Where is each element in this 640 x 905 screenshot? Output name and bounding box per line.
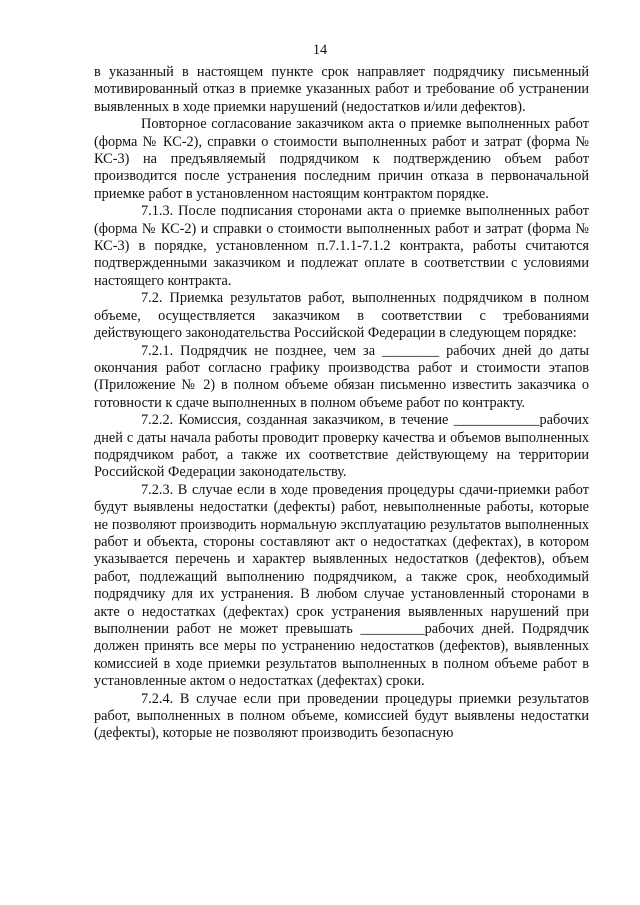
page-number: 14 bbox=[312, 42, 328, 58]
paragraph-7-1-3: 7.1.3. После подписания сторонами акта о приемке выполненных работ (форма № КС-2) и справки о стоимости выполненных работ и затрат (форма № КС-3) в порядке, установленном п.7.1.1-7.1.2 контракта, работы считаются подтвержденными заказчиком и подлежат оплате в соответствии с условиями настоящего контракта. bbox=[94, 203, 589, 289]
paragraph-7-2: 7.2. Приемка результатов работ, выполненных подрядчиком в полном объеме, осуществляется заказчиком в соответствии с требованиями действующего законодательства Российской Федерации в следующем порядке: bbox=[94, 290, 589, 342]
paragraph-7-2-2: 7.2.2. Комиссия, созданная заказчиком, в течение ____________рабочих дней с даты начала работы проводит проверку качества и объемов выполненных подрядчиком работ, а также их соответствие действующему на территории Российской Федерации законодательству. bbox=[94, 412, 589, 481]
paragraph-7-2-1: 7.2.1. Подрядчик не позднее, чем за ________ рабочих дней до даты окончания работ согласно графику производства работ и стоимости этапов (Приложение № 2) в полном объеме обязан письменно известить заказчика о готовности к сдаче выполненных в полном объеме работ по контракту. bbox=[94, 342, 589, 411]
document-body bbox=[94, 64, 589, 743]
paragraph-7-2-4: 7.2.4. В случае если при проведении процедуры приемки результатов работ, выполненных в полном объеме, комиссией будут выявлены недостатки (дефекты), которые не позволяют производить безопасную bbox=[94, 690, 589, 742]
paragraph-continuation: в указанный в настоящем пункте срок направляет подрядчику письменный мотивированный отказ в приемке указанных работ и требование об устранении выявленных в ходе приемки нарушений (недостатков и/или дефектов). bbox=[94, 64, 589, 115]
paragraph-7-2-3: 7.2.3. В случае если в ходе проведения процедуры сдачи-приемки работ будут выявлены недостатки (дефекты) работ, невыполненные работы, которые не позволяют производить нормальную эксплуатацию результатов выполненных работ и объекта, стороны составляют акт о недостатках (дефектах), в котором указывается перечень и характер выявленных недостатков (дефектов), объем работ, подлежащий выполнению подрядчиком, а также срок, необходимый подрядчику для их устранения. В любом случае установленный сторонами в акте о недостатках (дефектах) срок устранения выявленных нарушений при выполнении работ не может превышать _________рабочих дней. Подрядчик должен принять все меры по устранению недостатков (дефектов), выявленных комиссией в ходе приемки результатов выполненных в полном объеме работ в установленные актом о недостатках (дефектах) сроки. bbox=[94, 481, 589, 690]
paragraph-repeat-approval: Повторное согласование заказчиком акта о приемке выполненных работ (форма № КС-2), справки о стоимости выполненных работ и затрат (форма № КС-3) на предъявляемый подрядчиком к подтверждению объем работ производится после устранения последним причин отказа в первоначальной приемке работ в установленном настоящим контрактом порядке. bbox=[94, 116, 589, 202]
